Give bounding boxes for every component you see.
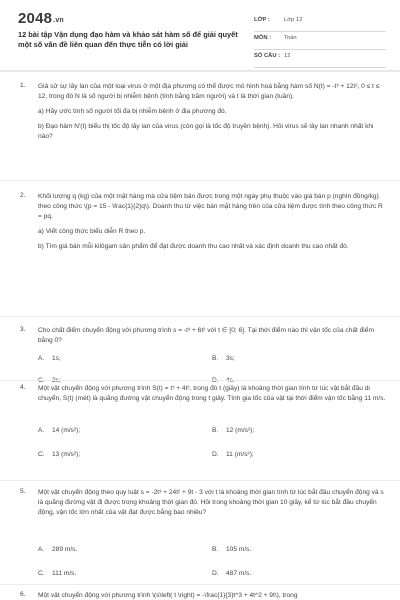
option-letter: D.: [212, 570, 219, 577]
question-part-a: a) Hãy ước tính số người tối đa bị nhiễm bệnh ở địa phương đó.: [38, 108, 227, 115]
question-text: [38, 192, 388, 252]
meta-value: Toán: [284, 35, 297, 41]
question-number: 3.: [20, 326, 26, 333]
question-separator: [0, 380, 400, 381]
meta-row-subject: [254, 32, 386, 50]
option-letter: B.: [212, 427, 219, 434]
meta-value: 12: [284, 53, 291, 59]
question-number: 1.: [20, 82, 26, 89]
option-text: 3s;: [226, 355, 235, 362]
option-letter: A.: [38, 355, 45, 362]
question-part-a: a) Viết công thức biểu diễn R theo p.: [38, 228, 146, 235]
option-letter: B.: [212, 546, 219, 553]
meta-key: SỐ CÂU :: [254, 53, 281, 59]
question-number: 6.: [20, 591, 26, 598]
question-separator: [0, 584, 400, 585]
question-separator: [0, 316, 400, 317]
meta-key: LỚP :: [254, 17, 270, 23]
option-a[interactable]: [38, 355, 61, 362]
question-number: 2.: [20, 192, 26, 199]
question-text: [38, 82, 388, 142]
option-letter: C.: [38, 451, 45, 458]
question-text: [38, 326, 388, 346]
option-c[interactable]: [38, 451, 80, 458]
option-d[interactable]: [212, 570, 251, 577]
option-text: 12 (m/s²);: [226, 427, 255, 434]
option-b[interactable]: [212, 355, 235, 362]
question-stem: Khối lượng q (kg) của một mặt hàng mà cửa tiệm bán được trong một ngày phụ thuộc vào giá bán p (nghìn đồng/kg) theo công thức \(p = 15 - \frac{1}{2}q\). Doanh thu từ việc bán mặt hàng trên của cửa tiệm được tính theo công thức R = pq.: [38, 193, 383, 220]
meta-row-class: [254, 14, 386, 32]
option-text: 13 (m/s²);: [52, 451, 81, 458]
option-text: 11 (m/s²);: [226, 451, 254, 458]
option-a[interactable]: [38, 546, 77, 553]
question-stem: Một vật chuyển động với phương trình \(s\left( t \right) = -\frac{1}{3}t^3 + 4t^2 + 9t\), trong: [38, 592, 298, 599]
question-part-b: b) Đạo hàm N'(t) biểu thị tốc độ lây lan của virus (còn gọi là tốc độ truyền bệnh). Hỏi virus sẽ lây lan nhanh nhất khi nào?: [38, 123, 374, 140]
option-b[interactable]: [212, 427, 254, 434]
option-letter: B.: [212, 355, 219, 362]
question-separator: [0, 480, 400, 481]
question-text: [38, 488, 388, 518]
site-logo[interactable]: [18, 10, 64, 27]
meta-key: MÔN :: [254, 35, 272, 41]
question-stem: Một vật chuyển động với phương trình S(t) = t³ + 4t², trong đó t (giây) là khoảng thời gian tính từ lúc vật bắt đầu di chuyển, S(t) (mét) là quãng đường vật chuyển động trong t giây. Tính gia tốc của vật tại thời điểm vận tốc bằng 11 m/s.: [38, 385, 386, 402]
question-part-b: b) Tìm giá bán mỗi kilôgam sản phẩm để đạt được doanh thu cao nhất và xác định doanh thu cao nhất đó.: [38, 243, 349, 250]
option-text: 487 m/s.: [226, 570, 252, 577]
option-text: 1s;: [52, 355, 61, 362]
question-stem: Giả sử sự lây lan của một loại virus ở một địa phương có thể được mô hình hoá bằng hàm số N(t) = -t³ + 12t², 0 ≤ t ≤ 12, trong đó N là số người bị nhiễm bệnh (tính bằng trăm người) và t là thời gian (tuần).: [38, 83, 380, 100]
option-c[interactable]: [38, 570, 76, 577]
option-a[interactable]: [38, 427, 80, 434]
page-header: [0, 0, 400, 66]
question-separator: [0, 180, 400, 181]
option-text: 289 m/s.: [52, 546, 78, 553]
question-number: 4.: [20, 384, 26, 391]
option-text: 111 m/s.: [52, 570, 77, 577]
option-letter: A.: [38, 427, 45, 434]
question-text: [38, 384, 388, 404]
meta-row-count: [254, 50, 386, 68]
option-b[interactable]: [212, 546, 251, 553]
question-6: [0, 591, 400, 600]
question-stem: Một vật chuyển động theo quy luật s = -2t³ + 24t² + 9t - 3 với t là khoảng thời gian tính từ lúc bắt đầu chuyển động và s là quãng đường vật đi được trong khoảng thời gian đó. Hỏi trong khoảng thời gian 10 giây, kể từ lúc bắt đầu chuyển động, vận tốc lớn nhất của vật đạt được bằng bao nhiêu?: [38, 489, 384, 516]
option-text: 14 (m/s²);: [52, 427, 81, 434]
logo-main: 2048: [18, 10, 53, 27]
header-divider: [0, 70, 400, 72]
logo-sub: .vn: [53, 17, 64, 24]
meta-value: Lớp 12: [284, 17, 303, 23]
option-letter: C.: [38, 570, 45, 577]
document-title: 12 bài tập Vận dụng đạo hàm và khảo sát hàm số để giải quyết một số vấn đề liên quan đến thực tiễn có lời giải: [18, 30, 238, 49]
option-letter: D.: [212, 451, 219, 458]
option-letter: A.: [38, 546, 45, 553]
option-d[interactable]: [212, 451, 254, 458]
option-text: 105 m/s.: [226, 546, 252, 553]
question-stem: Cho chất điểm chuyển động với phương trình s = -t³ + 6t² với t ∈ [0; 6]. Tại thời điểm nào thì vận tốc của chất điểm bằng 0?: [38, 327, 374, 344]
question-text: [38, 591, 388, 600]
question-number: 5.: [20, 488, 26, 495]
meta-table: [254, 14, 386, 68]
